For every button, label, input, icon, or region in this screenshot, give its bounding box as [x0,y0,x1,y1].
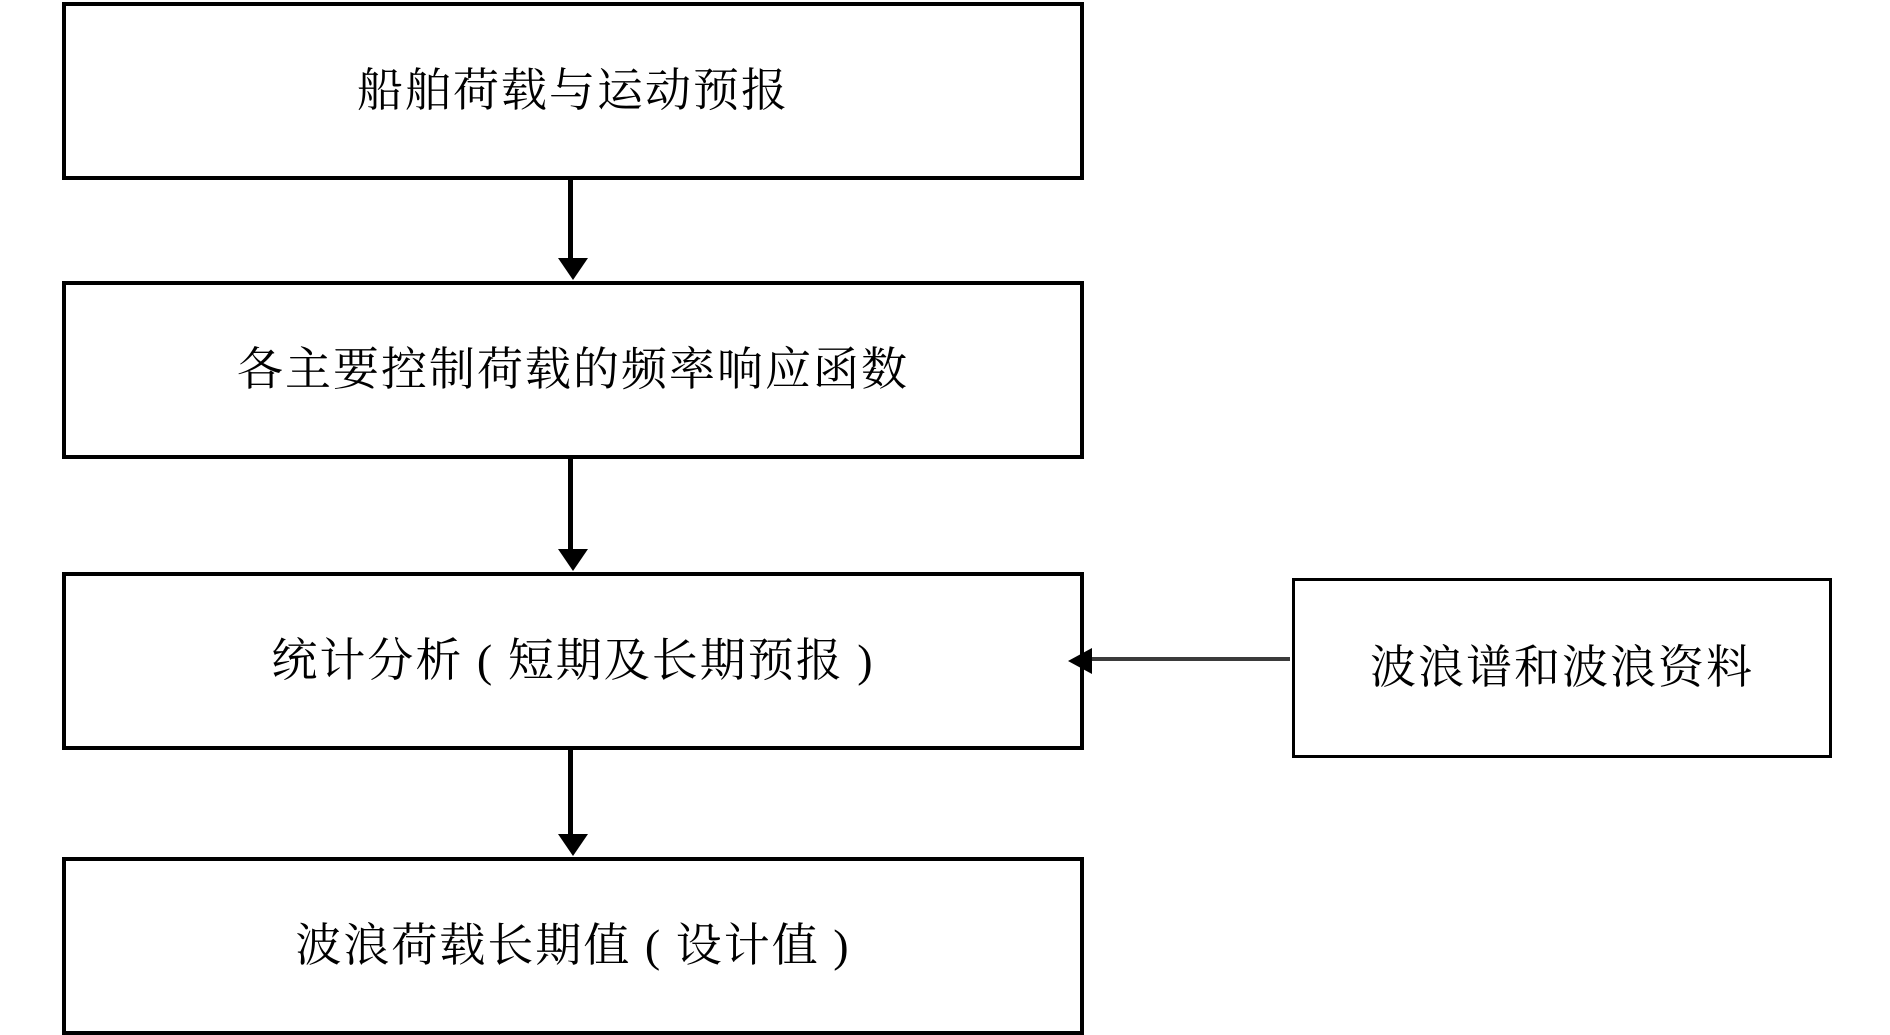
arrow-down-statistics-to-wave-load [568,750,573,836]
flow-node-label: 各主要控制荷载的频率响应函数 [237,344,909,396]
flow-node-label: 统计分析 ( 短期及长期预报 ) [271,635,875,687]
arrow-down-forecast-to-frequency [568,180,573,260]
arrowhead-down-icon [558,834,588,856]
arrowhead-down-icon [558,258,588,280]
arrowhead-left-icon [1068,648,1092,674]
flow-node-label: 船舶荷载与运动预报 [357,65,789,117]
flow-node-statistical-analysis [62,572,1084,750]
arrow-left-wave-data-to-statistics [1090,657,1290,661]
flow-node-ship-load-motion-forecast [62,2,1084,180]
flow-node-wave-load-long-term-value [62,857,1084,1035]
arrowhead-down-icon [558,549,588,571]
flow-node-label: 波浪谱和波浪资料 [1370,642,1754,694]
arrow-down-frequency-to-statistics [568,459,573,551]
flow-node-frequency-response-function [62,281,1084,459]
flow-node-label: 波浪荷载长期值 ( 设计值 ) [295,920,851,972]
flow-node-wave-spectrum-and-data [1292,578,1832,758]
